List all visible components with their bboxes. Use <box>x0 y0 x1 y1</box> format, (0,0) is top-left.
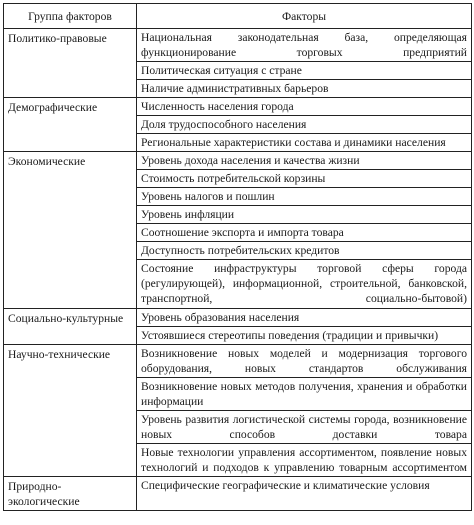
factor-cell: Наличие административных барьеров <box>137 80 472 98</box>
factor-cell: Политическая ситуация с стране <box>137 62 472 80</box>
factor-text: Возникновение новых моделей и модернизация торгового оборудования, новых стандартов обслуживания <box>141 347 467 375</box>
factor-cell <box>137 260 472 309</box>
group-name: Природно-экологические <box>4 477 137 511</box>
header-row <box>4 4 472 29</box>
group-name: Социально-культурные <box>4 309 137 345</box>
factor-cell: Уровень налогов и пошлин <box>137 188 472 206</box>
header-factors: Факторы <box>137 4 472 29</box>
table-row <box>4 309 472 327</box>
factor-cell <box>137 411 472 444</box>
factor-text: Новые технологии управления ассортиментом, появление новых технологий и подходов к управлению товарным ассортиментом <box>141 446 467 474</box>
table-row <box>4 152 472 170</box>
factor-cell: Доля трудоспособного населения <box>137 116 472 134</box>
factor-cell: Численность населения города <box>137 98 472 116</box>
factor-cell: Уровень дохода населения и качества жизни <box>137 152 472 170</box>
factor-text: Национальная законодательная база, определяющая функционирование торговых предприятий <box>141 31 467 59</box>
factor-cell: Региональные характеристики состава и динамики населения <box>137 134 472 152</box>
factor-cell <box>137 444 472 477</box>
factor-cell: Уровень инфляции <box>137 206 472 224</box>
factor-cell: Стоимость потребительской корзины <box>137 170 472 188</box>
group-name: Научно-технические <box>4 345 137 477</box>
factor-cell: Уровень образования населения <box>137 309 472 327</box>
factor-text: Возникновение новых методов получения, хранения и обработки информации <box>141 380 467 408</box>
factor-cell: Устоявшиеся стереотипы поведения (традиции и привычки) <box>137 327 472 345</box>
factors-table-container <box>3 3 471 511</box>
factor-cell: Соотношение экспорта и импорта товара <box>137 224 472 242</box>
factors-table <box>3 3 472 511</box>
factor-cell: Доступность потребительских кредитов <box>137 242 472 260</box>
table-row <box>4 98 472 116</box>
group-name: Политико-правовые <box>4 29 137 98</box>
table-row <box>4 477 472 511</box>
table-row <box>4 29 472 62</box>
header-group: Группа факторов <box>4 4 137 29</box>
factor-text: Состояние инфраструктуры торговой сферы города (регулирующей), информационной, строительной, банковской, транспортной, социально-бытовой) <box>141 262 467 305</box>
factor-cell <box>137 345 472 378</box>
factor-cell <box>137 378 472 411</box>
factor-cell: Специфические географические и климатические условия <box>137 477 472 511</box>
group-name: Демографические <box>4 98 137 152</box>
table-row <box>4 345 472 378</box>
factor-cell <box>137 29 472 62</box>
factor-text: Уровень развития логистической системы города, возникновение новых способов доставки товара <box>141 413 467 441</box>
group-name: Экономические <box>4 152 137 309</box>
